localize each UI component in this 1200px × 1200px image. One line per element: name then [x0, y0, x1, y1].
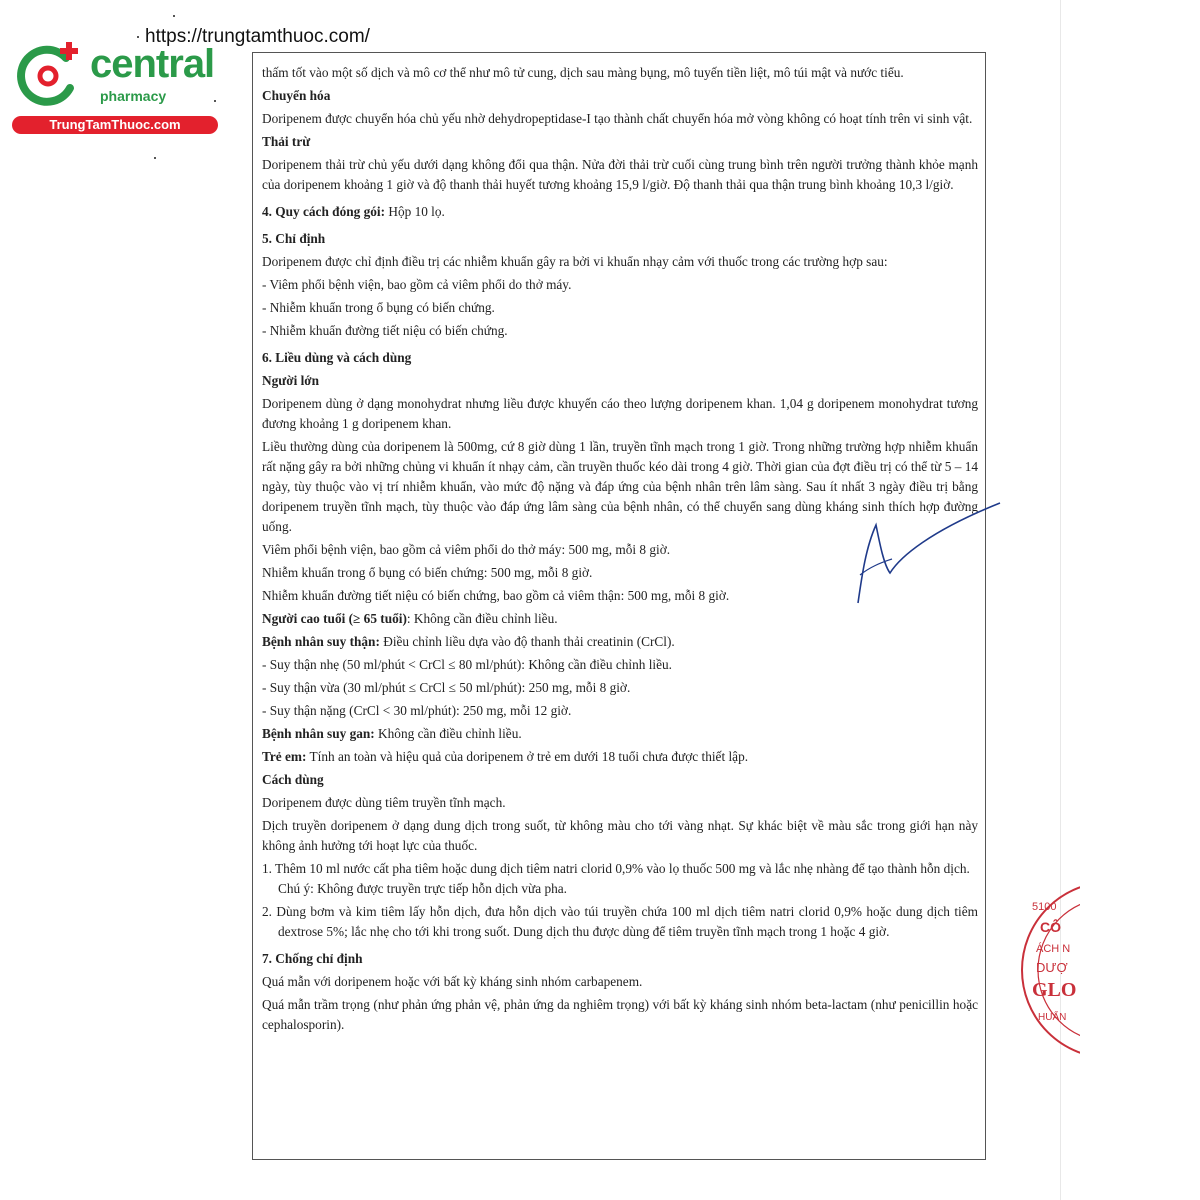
section-dosage-title: 6. Liều dùng và cách dùng [262, 350, 412, 365]
scan-speck [137, 36, 139, 38]
section-packaging [262, 202, 978, 222]
renal-item: - Suy thận nặng (CrCl < 30 ml/phút): 250 mg, mỗi 12 giờ. [262, 703, 572, 718]
logo-brand: central [90, 42, 215, 86]
stamp-text: CÔ [1040, 919, 1061, 935]
dose-item: Nhiễm khuẩn đường tiết niệu có biến chứng, bao gồm cả viêm thận: 500 mg, mỗi 8 giờ. [262, 588, 730, 603]
section-contraindications-title: 7. Chống chỉ định [262, 951, 363, 966]
heading-elimination: Thải trừ [262, 134, 311, 149]
renal-value: Điều chỉnh liều dựa vào độ thanh thải creatinin (CrCl). [379, 634, 675, 649]
hepatic-value: Không cần điều chỉnh liều. [374, 726, 522, 741]
indication-item: - Nhiễm khuẩn trong ổ bụng có biến chứng. [262, 300, 495, 315]
renal-item: - Suy thận vừa (30 ml/phút ≤ CrCl ≤ 50 ml/phút): 250 mg, mỗi 8 giờ. [262, 680, 631, 695]
elderly-label: Người cao tuổi (≥ 65 tuổi) [262, 611, 407, 626]
stamp-text: 5100 [1032, 901, 1057, 913]
stamp-text: GLO [1032, 979, 1077, 1001]
paragraph-distribution: thấm tốt vào một số dịch và mô cơ thể như mô tử cung, dịch sau màng bụng, mô tuyến tiền liệt, mô túi mật và nước tiểu. [262, 65, 904, 80]
paragraph-adult-dose: Doripenem dùng ở dạng monohydrat nhưng liều được khuyến cáo theo lượng doripenem khan. 1,04 g doripenem monohydrat tương đương khoảng 1 g doripenem khan. [262, 396, 978, 431]
pediatric-label: Trẻ em: [262, 749, 307, 764]
paragraph-indications: Doripenem được chỉ định điều trị các nhiễm khuẩn gây ra bởi vi khuẩn nhạy cảm với thuốc trong các trường hợp sau: [262, 254, 888, 269]
contraindication-item: Quá mẫn trầm trọng (như phản ứng phản vệ, phản ứng da nghiêm trọng) với bất kỳ kháng sinh nhóm beta-lactam (như penicillin hoặc cephalosporin). [262, 997, 978, 1032]
stamp-ring-icon [1020, 870, 1080, 1080]
central-pharmacy-logo [10, 38, 220, 138]
renal-item: - Suy thận nhẹ (50 ml/phút < CrCl ≤ 80 ml/phút): Không cần điều chỉnh liều. [262, 657, 672, 672]
company-stamp [1020, 870, 1080, 1080]
logo-domain-bar: TrungTamThuoc.com [12, 116, 218, 134]
scan-speck [214, 100, 216, 102]
preparation-note: Chú ý: Không được truyền trực tiếp hỗn dịch vừa pha. [278, 881, 567, 896]
dose-item: Viêm phổi bệnh viện, bao gồm cả viêm phổi do thở máy: 500 mg, mỗi 8 giờ. [262, 542, 671, 557]
hepatic-label: Bệnh nhân suy gan: [262, 726, 375, 741]
stamp-text: ÁCH N [1036, 943, 1071, 955]
scan-speck [173, 15, 175, 17]
preparation-step: 1. Thêm 10 ml nước cất pha tiêm hoặc dung dịch tiêm natri clorid 0,9% vào lọ thuốc 500 mg và lắc nhẹ nhàng để tạo thành hỗn dịch. [262, 861, 970, 876]
heading-administration: Cách dùng [262, 772, 324, 787]
handwritten-signature [840, 495, 1010, 610]
heading-adults: Người lớn [262, 373, 320, 388]
scan-speck [154, 157, 156, 159]
pharmacy-logo-icon [14, 40, 86, 112]
section-packaging-label: 4. Quy cách đóng gói: [262, 204, 386, 219]
paragraph-elimination: Doripenem thải trừ chủ yếu dưới dạng không đổi qua thận. Nửa đời thải trừ cuối cùng trung bình trên người trưởng thành khỏe mạnh của doripenem khoảng 1 giờ và độ thanh thải huyết tương khoảng 15,9 l/giờ. Độ thanh thải qua thận trung bình khoảng 10,3 l/giờ. [262, 157, 978, 192]
indication-item: - Viêm phổi bệnh viện, bao gồm cả viêm phổi do thở máy. [262, 277, 572, 292]
stamp-text: DƯỢ [1036, 960, 1068, 975]
pediatric-dose [262, 747, 978, 767]
dose-item: Nhiễm khuẩn trong ổ bụng có biến chứng: 500 mg, mỗi 8 giờ. [262, 565, 593, 580]
pediatric-value: Tính an toàn và hiệu quả của doripenem ở trẻ em dưới 18 tuổi chưa được thiết lập. [306, 749, 749, 764]
hepatic-dose [262, 724, 978, 744]
elderly-dose [262, 609, 978, 629]
paragraph-solution: Dịch truyền doripenem ở dạng dung dịch trong suốt, từ không màu cho tới vàng nhạt. Sự khác biệt về màu sắc trong giới hạn này không ảnh hưởng tới hoạt lực của thuốc. [262, 818, 978, 853]
paragraph-adult-regimen: Liều thường dùng của doripenem là 500mg, cứ 8 giờ dùng 1 lần, truyền tĩnh mạch trong 1 giờ. Trong những trường hợp nhiễm khuẩn rất nặng gây ra bởi những chủng vi khuẩn ít nhạy cảm, cần truyền thuốc kéo dài trong 4 giờ. Thời gian của đợt điều trị có thể từ 5 – 14 ngày, tùy thuộc vào vị trí nhiễm khuẩn, vào mức độ nặng và đáp ứng của bệnh nhân trên lâm sàng. Sau ít nhất 3 ngày điều trị bằng doripenem truyền tĩnh mạch, tùy thuộc vào đáp ứng lâm sàng của bệnh nhân, có thể chuyển sang dùng kháng sinh thích hợp đường uống. [262, 439, 978, 534]
renal-dose [262, 632, 978, 652]
heading-metabolism: Chuyển hóa [262, 88, 331, 103]
section-indications-title: 5. Chỉ định [262, 231, 326, 246]
source-url: https://trungtamthuoc.com/ [145, 26, 370, 47]
contraindication-item: Quá mẫn với doripenem hoặc với bất kỳ kháng sinh nhóm carbapenem. [262, 974, 643, 989]
renal-label: Bệnh nhân suy thận: [262, 634, 380, 649]
indication-item: - Nhiễm khuẩn đường tiết niệu có biến chứng. [262, 323, 508, 338]
stamp-text: HUẨN [1038, 1012, 1067, 1023]
logo-sub: pharmacy [100, 88, 167, 104]
preparation-step: 2. Dùng bơm và kim tiêm lấy hỗn dịch, đưa hỗn dịch vào túi truyền chứa 100 ml dịch tiêm natri clorid 0,9% hoặc dung dịch tiêm dextrose 5%; lắc nhẹ cho tới khi trong suốt. Dung dịch thu được dùng để tiêm truyền tĩnh mạch trong 1 hoặc 4 giờ. [262, 904, 978, 939]
paragraph-metabolism: Doripenem được chuyển hóa chủ yếu nhờ dehydropeptidase-I tạo thành chất chuyển hóa mở vòng không có hoạt tính trên vi sinh vật. [262, 111, 973, 126]
elderly-value: : Không cần điều chỉnh liều. [406, 611, 558, 626]
paragraph-administration: Doripenem được dùng tiêm truyền tĩnh mạch. [262, 795, 506, 810]
section-packaging-value: Hộp 10 lọ. [385, 204, 445, 219]
